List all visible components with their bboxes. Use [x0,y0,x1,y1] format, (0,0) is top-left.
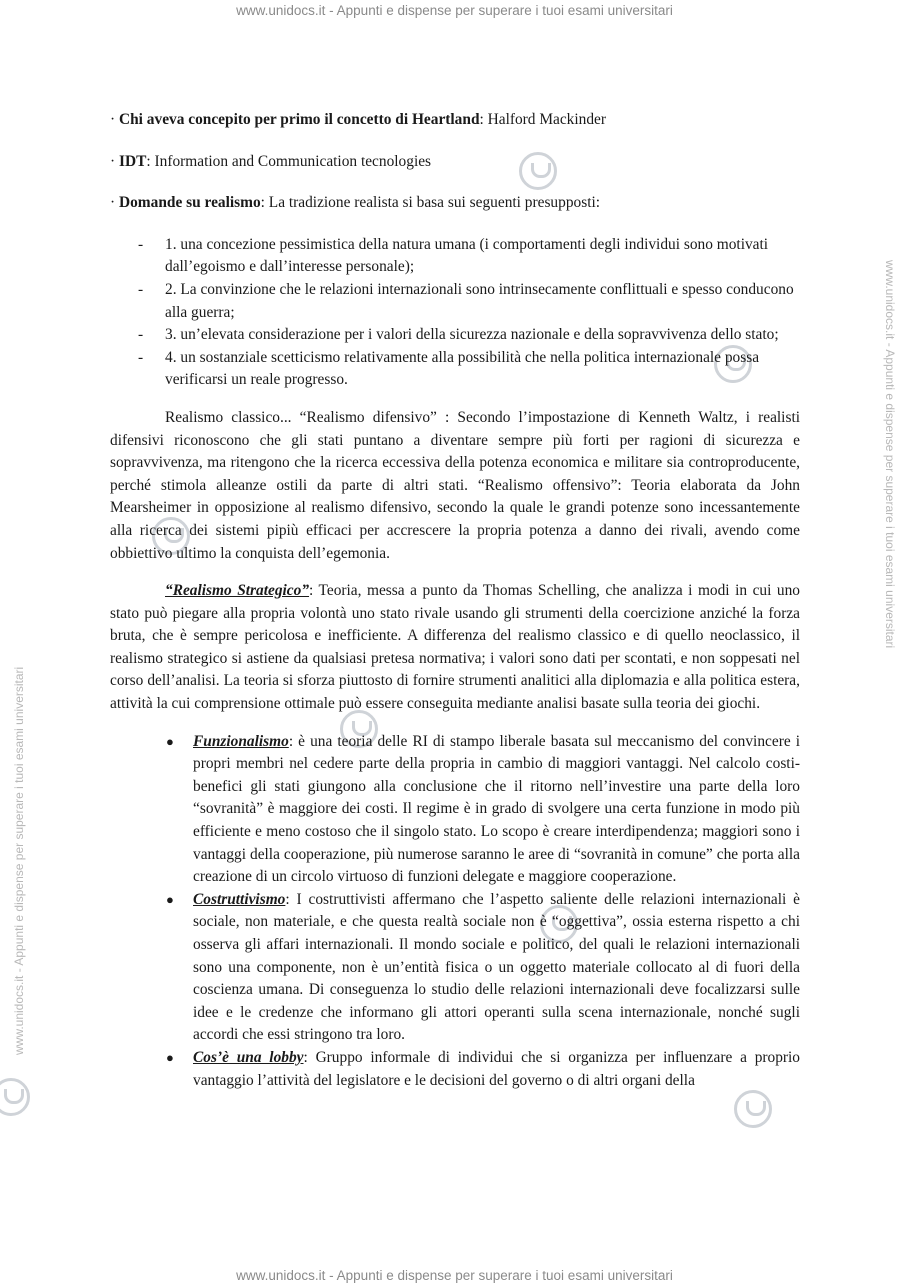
question-answer: : La tradizione realista si basa sui seguenti presupposti: [260,194,601,212]
term-heading: Cos’è una lobby [193,1048,304,1066]
paragraph-strategic-realism: “Realismo Strategico”: Teoria, messa a punto da Thomas Schelling, che analizza i modi in cui uno stato può piegare alla propria volontà uno stato rivale usando gli strumenti della coercizione anziché la forza bruta, che è sempre pericolosa e inefficiente. A differenza del realismo classico e di quello neoclassico, il realismo strategico si astiene da qualsiasi pretesa normativa; i valori sono dati per scontati, e non soppesati nel corso dell’analisi. La teoria si sforza piuttosto di fornire strumenti analitici alla diplomazia e alla politica estera, attività la cui comprensione ottimale può essere conseguita mediante analisi basate sulla teoria dei giochi. [110,582,800,713]
document-body [110,109,800,1092]
watermark-side-left: www.unidocs.it - Appunti e dispense per superare i tuoi esami universitari [12,666,26,1055]
question-answer: : Halford Mackinder [479,111,606,128]
list-item: - 3. un’elevata considerazione per i valori della sicurezza nazionale e della sopravvivenza dello stato; [138,326,779,344]
question-label: Domande su realismo [119,194,261,212]
question-realism: · Domande su realismo: La tradizione realista si basa sui seguenti presupposti: [110,194,601,212]
question-label: IDT [119,152,147,170]
question-answer: : Information and Communication tecnologies [146,152,432,170]
watermark-side-right: www.unidocs.it - Appunti e dispense per superare i tuoi esami universitari [883,260,897,649]
list-item: ● Funzionalismo: è una teoria delle RI di stampo liberale basata sul meccanismo del convincere i propri membri nel cedere parte della propria in cambio di maggiori vantaggi. Nel calcolo costi-benefici gli stati giungono alla conclusione che il ritorno nell’investire una parte della loro “sovranità” è maggiore dei costi. Il regime è in grado di svolgere una certa funzione in modo più efficiente e meno costoso che il singolo stato. Lo scopo è creare interdipendenza; maggiori sono i vantaggi della cooperazione, più numerose saranno le aree di “sovranità in comune” che porta alla creazione di un circolo virtuoso di funzioni delegate e maggiore cooperazione. [166,732,800,886]
question-label: Chi aveva concepito per primo il concetto di Heartland [119,111,480,128]
term-heading: “Realismo Strategico” [165,582,310,600]
watermark-logo-icon [0,1078,30,1116]
term-heading: Costruttivismo [193,890,286,908]
paragraph-realism: Realismo classico... “Realismo difensivo” : Secondo l’impostazione di Kenneth Waltz, i realisti difensivi riconoscono che gli stati puntano a diventare sempre più forti per ragioni di sicurezza e sopravvivenza, ma ritengono che la ricerca eccessiva della potenza economica e militare sia controproducente, perché stimola alleanze ostili da parte di altri stati. “Realismo offensivo”: Teoria elaborata da John Mearsheimer in opposizione al realismo difensivo, secondo la quale le grandi potenze sono incessantemente alla ricerca dei sistemi pipiù efficaci per accrescere la propria potenza a danno dei rivali, avendo come obbiettivo ultimo la conquista dell’egemonia. [110,408,800,562]
realism-assumptions-list [110,234,800,392]
question-heartland: · Chi aveva concepito per primo il concetto di Heartland: Halford Mackinder [110,111,606,128]
watermark-logo-icon [734,1090,772,1128]
list-item: - 2. La convinzione che le relazioni internazionali sono intrinsecamente conflittuali e spesso conducono alla guerra; [138,280,794,321]
term-heading: Funzionalismo [193,732,289,750]
question-idt: · IDT: Information and Communication tecnologies [110,152,432,170]
watermark-header: www.unidocs.it - Appunti e dispense per superare i tuoi esami universitari [236,3,673,18]
list-item: ● Costruttivismo: I costruttivisti affermano che l’aspetto saliente delle relazioni internazionali è sociale, non materiale, e che questa realtà sociale non è “oggettiva”, ossia esterna rispetto a chi osserva gli affari internazionali. Il mondo sociale e politico, del quali le relazioni internazionali sono una componente, non è un’entità fisica o un oggetto materiale collocato al di fuori della coscienza umana. Di conseguenza lo studio delle relazioni internazionali deve focalizzarsi sulle idee e le credenze che informano gli attori operanti sulla scena internazionale, nonché sugli accordi che essi stringono tra loro. [166,890,800,1044]
list-item: - 1. una concezione pessimistica della natura umana (i comportamenti degli individui sono motivati dall’egoismo e dall’interesse personale); [138,235,769,276]
theories-list [110,731,800,1093]
list-item: ● Cos’è una lobby: Gruppo informale di individui che si organizza per influenzare a proprio vantaggio l’attività del legislatore e le decisioni del governo o di altri organi della [166,1048,800,1089]
list-item: - 4. un sostanziale scetticismo relativamente alla possibilità che nella politica internazionale possa verificarsi un reale progresso. [138,348,760,389]
watermark-footer: www.unidocs.it - Appunti e dispense per superare i tuoi esami universitari [236,1268,673,1283]
